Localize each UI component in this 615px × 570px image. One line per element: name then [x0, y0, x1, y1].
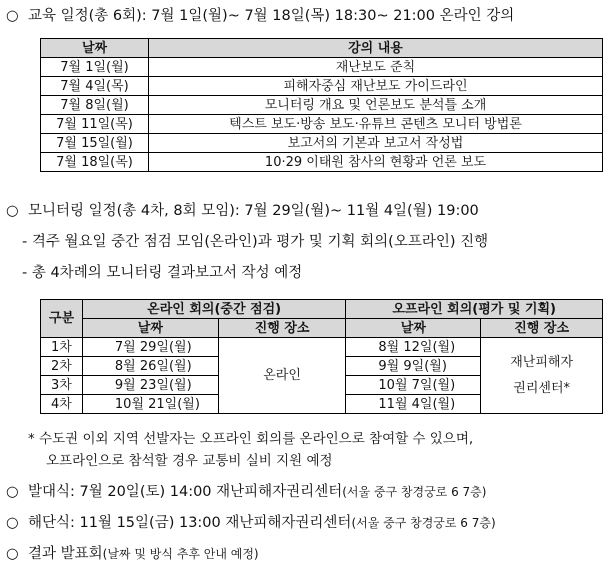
circle-bullet-icon: ○ — [6, 484, 19, 500]
row-online-date: 10월 21일(월) — [82, 395, 218, 414]
row-online-date: 8월 26일(월) — [82, 357, 218, 376]
education-schedule-text: 교육 일정(총 6회): 7월 1일(월)~ 7월 18일(목) 18:30~ 21:00 온라인 강의 — [28, 8, 515, 24]
row-round: 2차 — [41, 357, 83, 376]
row-date: 7월 4일(목) — [41, 77, 149, 96]
row-date: 7월 1일(월) — [41, 58, 149, 77]
table-row — [41, 338, 603, 357]
results-presentation-line — [6, 545, 259, 563]
header-content: 강의 내용 — [149, 39, 603, 58]
monitoring-table — [40, 299, 603, 414]
offline-place-cell — [481, 338, 603, 414]
header-date: 날짜 — [41, 39, 149, 58]
circle-bullet-icon: ○ — [6, 203, 19, 219]
row-content: 재난보도 준칙 — [149, 58, 603, 77]
education-table — [40, 38, 603, 172]
offline-place-line-2: 권리센터* — [513, 380, 570, 396]
launch-ceremony-text: 발대식: 7월 20일(토) 14:00 재난피해자권리센터 — [28, 484, 343, 500]
row-offline-date: 8월 12일(월) — [346, 338, 481, 357]
row-offline-date: 10월 7일(월) — [346, 376, 481, 395]
table-header-row — [41, 319, 603, 338]
results-presentation-note: (날짜 및 방식 추후 안내 예정) — [102, 547, 259, 561]
row-content: 텍스트 보도·방송 보도·유튜브 콘텐츠 모니터 방법론 — [149, 115, 603, 134]
header-offline-meeting: 오프라인 회의(평가 및 기획) — [346, 300, 603, 319]
launch-ceremony-location: (서울 중구 창경궁로 6 7층) — [342, 485, 487, 499]
offline-place-line-1: 재난피해자 — [510, 354, 574, 370]
row-round: 1차 — [41, 338, 83, 357]
header-offline-place: 진행 장소 — [481, 319, 603, 338]
row-content: 10·29 이태원 참사의 현황과 언론 보도 — [149, 153, 603, 172]
table-header-row — [41, 39, 603, 58]
row-online-date: 7월 29일(월) — [82, 338, 218, 357]
online-place-cell: 온라인 — [218, 338, 346, 414]
row-date: 7월 15일(월) — [41, 134, 149, 153]
row-offline-date: 9월 9일(월) — [346, 357, 481, 376]
circle-bullet-icon: ○ — [6, 515, 19, 531]
header-round: 구분 — [41, 300, 83, 338]
results-presentation-text: 결과 발표회 — [28, 546, 103, 562]
header-online-date: 날짜 — [82, 319, 218, 338]
row-round: 4차 — [41, 395, 83, 414]
row-date: 7월 11일(목) — [41, 115, 149, 134]
table-row — [41, 134, 603, 153]
row-online-date: 9월 23일(월) — [82, 376, 218, 395]
row-date: 7월 18일(목) — [41, 153, 149, 172]
footnote-line-1: * 수도권 이외 지역 선발자는 오프라인 회의를 온라인으로 참여할 수 있으며, — [28, 431, 474, 447]
row-content: 보고서의 기본과 보고서 작성법 — [149, 134, 603, 153]
table-row — [41, 96, 603, 115]
closing-ceremony-text: 해단식: 11월 15일(금) 13:00 재난피해자권리센터 — [28, 515, 352, 531]
footnote-line-2: 오프라인으로 참석할 경우 교통비 실비 지원 예정 — [46, 453, 333, 469]
table-row — [41, 58, 603, 77]
header-offline-date: 날짜 — [346, 319, 481, 338]
table-row — [41, 153, 603, 172]
education-schedule-line — [6, 7, 514, 25]
row-round: 3차 — [41, 376, 83, 395]
monitoring-sub-2: - 총 4차례의 모니터링 결과보고서 작성 예정 — [22, 265, 303, 281]
row-content: 피해자중심 재난보도 가이드라인 — [149, 77, 603, 96]
row-content: 모니터링 개요 및 언론보도 분석틀 소개 — [149, 96, 603, 115]
table-row — [41, 115, 603, 134]
circle-bullet-icon: ○ — [6, 8, 19, 24]
monitoring-schedule-text: 모니터링 일정(총 4차, 8회 모임): 7월 29일(월)~ 11월 4일(월) 19:00 — [28, 203, 479, 219]
closing-ceremony-location: (서울 중구 창경궁로 6 7층) — [351, 516, 496, 530]
monitoring-sub-1: - 격주 월요일 중간 점검 모임(온라인)과 평가 및 기획 회의(오프라인) 진행 — [22, 234, 489, 250]
row-offline-date: 11월 4일(월) — [346, 395, 481, 414]
monitoring-schedule-line — [6, 202, 479, 220]
row-date: 7월 8일(월) — [41, 96, 149, 115]
circle-bullet-icon: ○ — [6, 546, 19, 562]
header-online-meeting: 온라인 회의(중간 점검) — [82, 300, 346, 319]
table-header-row — [41, 300, 603, 319]
closing-ceremony-line — [6, 514, 496, 532]
header-online-place: 진행 장소 — [218, 319, 346, 338]
launch-ceremony-line — [6, 483, 486, 501]
table-row — [41, 77, 603, 96]
